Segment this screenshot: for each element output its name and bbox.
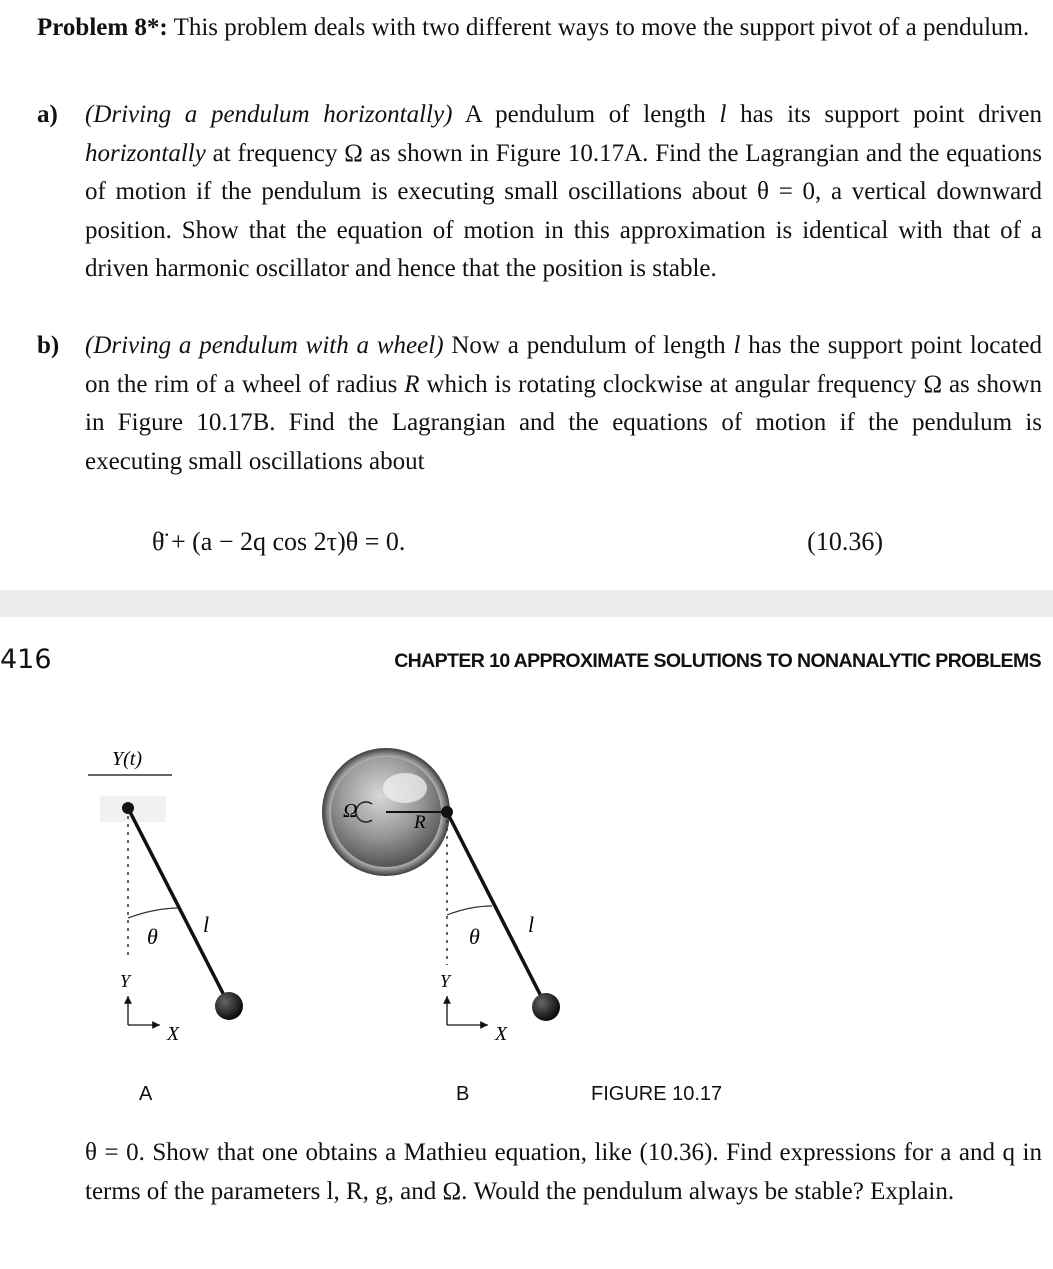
running-head: CHAPTER 10 APPROXIMATE SOLUTIONS TO NONANALYTIC PROBLEMS	[394, 650, 1041, 672]
figure-a	[88, 748, 243, 1045]
axis-y-label-b: Y	[440, 971, 451, 991]
theta-arc	[128, 908, 180, 918]
part-b-title: (Driving a pendulum with a wheel)	[85, 332, 444, 359]
figure-label-a: A	[139, 1083, 153, 1105]
figure-label-b: B	[456, 1083, 470, 1105]
part-a-text-4: at frequency Ω as shown in Figure 10.17A. Find the Lagrangian and the equations of motion if the pendulum is executing small oscillations about θ = 0, a vertical downward position. Show that the equation of motion in this approximation is identical with that of a driven harmonic oscillator and hence that the position is stable.	[85, 139, 1042, 282]
label-l-b: l	[528, 912, 535, 937]
part-b-text-2: has the support point located on the rim of a wheel of radius	[85, 332, 1042, 398]
pivot-point-b	[441, 806, 453, 818]
part-b-text-1: Now a pendulum of length	[451, 332, 726, 359]
label-theta: θ	[147, 924, 158, 949]
problem-heading: Problem 8*:	[37, 14, 168, 41]
part-a-label: a)	[37, 101, 58, 128]
var-r: R	[404, 370, 420, 398]
axis-x-label: X	[167, 1023, 180, 1045]
pendulum-bob-b	[532, 993, 560, 1021]
label-r: R	[414, 812, 426, 833]
problem-intro-text: This problem deals with two different ways to move the support pivot of a pendulum.	[173, 14, 1030, 41]
label-l: l	[203, 912, 210, 937]
pendulum-bob	[215, 992, 243, 1020]
part-a-text-1: A pendulum of length	[464, 101, 706, 128]
figure-caption: FIGURE 10.17	[591, 1083, 723, 1105]
pivot-point	[122, 802, 134, 814]
pendulum-rod-b	[447, 812, 546, 1006]
part-b-text-3: which is rotating clockwise at angular frequency Ω as shown in Figure 10.17B. Find the Lagrangian and the equations of motion if the pendulum is executing small oscillations about	[85, 370, 1043, 475]
continuation-text: θ = 0. Show that one obtains a Mathieu equation, like (10.36). Find expressions for a and q in terms of the parameters l, R, g, and Ω. Would the pendulum always be stable? Explain.	[85, 1139, 1042, 1205]
part-b-label: b)	[37, 332, 60, 359]
page-number: 416	[0, 644, 52, 675]
part-a-title: (Driving a pendulum horizontally)	[85, 101, 453, 128]
label-yt: Y(t)	[112, 748, 142, 770]
equation-number: (10.36)	[807, 527, 883, 556]
axis-x-label-b: X	[495, 1023, 508, 1045]
axis-y-label: Y	[120, 971, 131, 991]
var-l: l	[733, 332, 741, 359]
label-theta-b: θ	[469, 924, 480, 949]
part-a-text-3: driven	[978, 101, 1043, 128]
pendulum-rod	[128, 808, 229, 1005]
theta-arc-b	[447, 906, 492, 915]
equation-expression: θ̈ + (a − 2q cos 2τ)θ = 0.	[152, 527, 406, 556]
var-l: l	[719, 101, 727, 128]
part-a-text-2: has its support point	[740, 101, 965, 128]
wheel-highlight	[383, 773, 427, 803]
figure-b	[322, 748, 560, 1045]
label-omega: Ω	[343, 800, 358, 822]
part-a-italic: horizontally	[85, 139, 206, 167]
